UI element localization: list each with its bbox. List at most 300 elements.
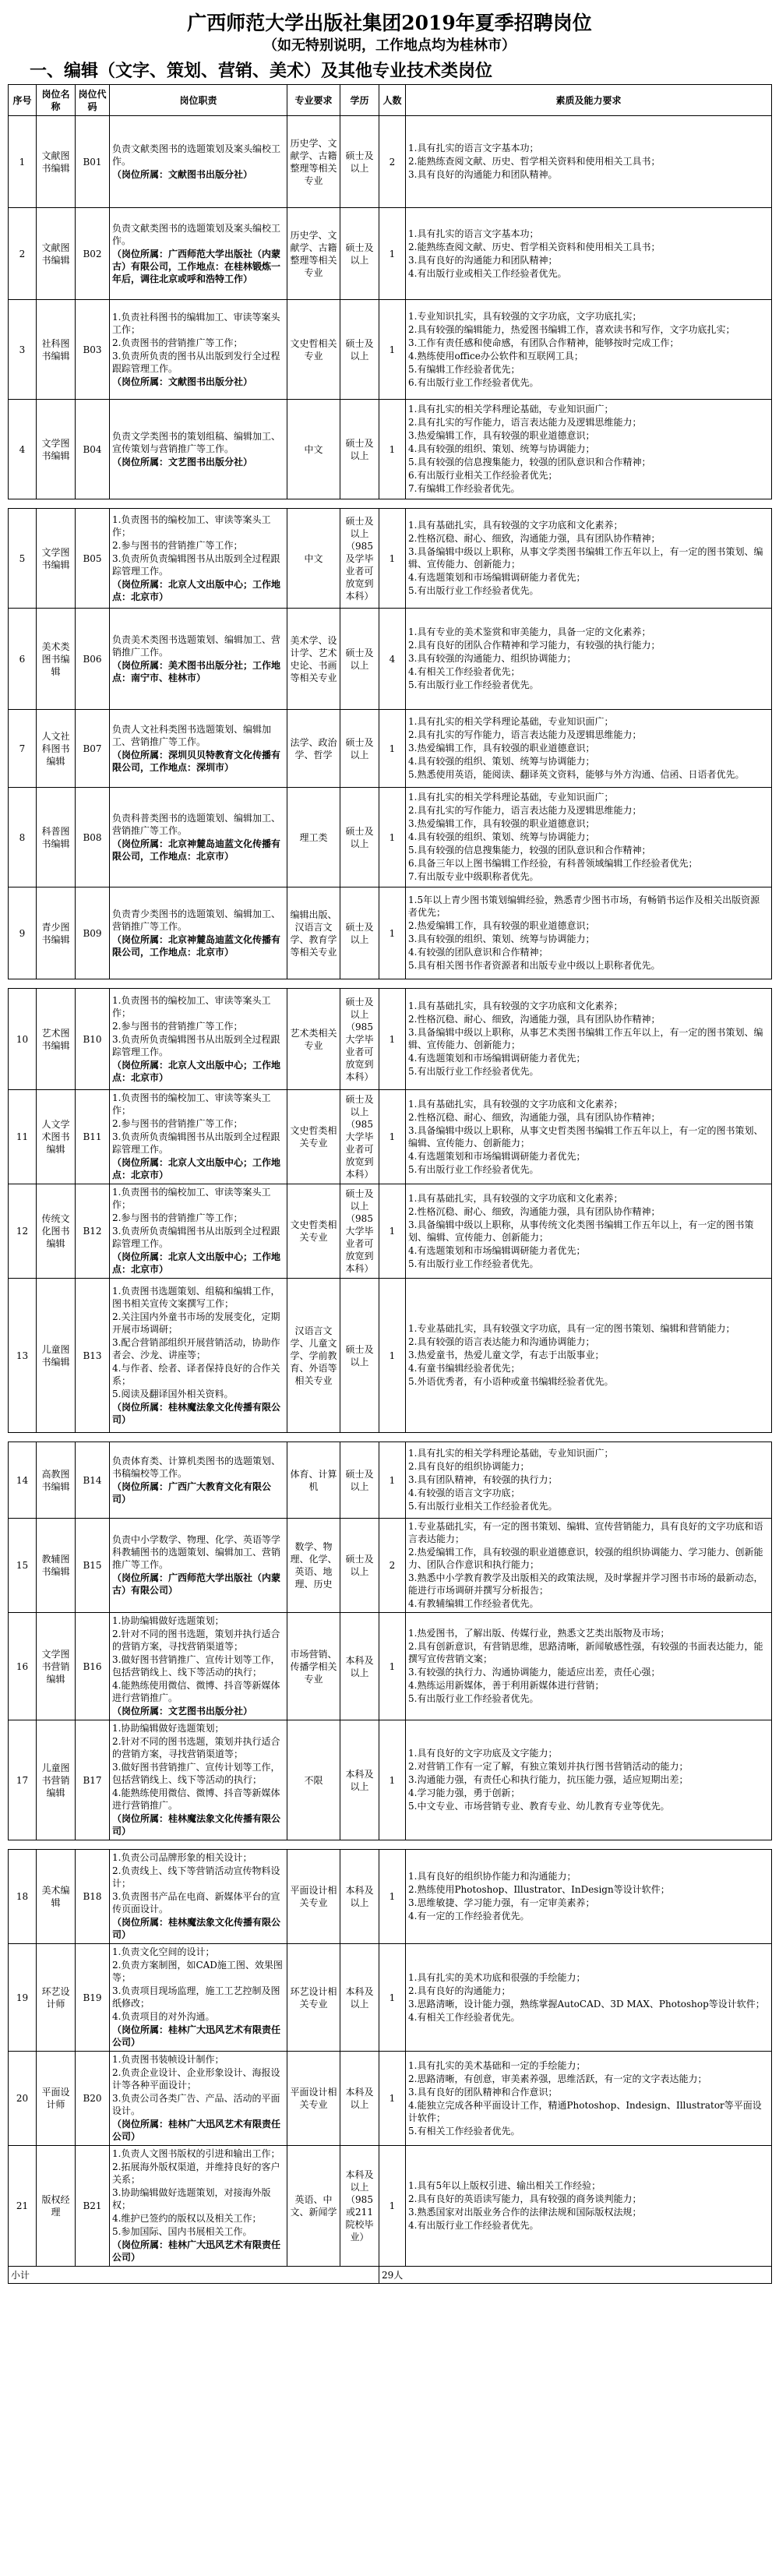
major-requirement: 法学、政治学、哲学 <box>287 710 340 788</box>
duty-line: 3.配合营销部组织开展营销活动，协助作者会、沙龙、讲座等； <box>112 1336 280 1360</box>
duty-line: 3.负责所负责编辑图书从出版到全过程跟踪管理工作。 <box>112 1131 280 1155</box>
education-requirement: 硕士及以上（985大学毕业者可放宽到本科） <box>340 1184 379 1279</box>
requirement-line: 2.性格沉稳、耐心、细致，沟通能力强，具有团队协作精神； <box>408 1205 661 1217</box>
position-duties <box>110 208 287 300</box>
row-number: 7 <box>9 710 37 788</box>
major-requirement: 艺术类相关专业 <box>287 989 340 1090</box>
requirement-line: 1.具有扎实的相关学科理论基础，专业知识面广； <box>408 404 614 415</box>
ability-requirements <box>406 1944 772 2052</box>
section-heading: 一、编辑（文字、策划、营销、美术）及其他专业技术类岗位 <box>30 61 493 81</box>
requirement-line: 3.具备编辑中级以上职称，从事文学类图书编辑工作五年以上，有一定的图书策划、编辑、宣传能力、创新能力； <box>408 546 763 570</box>
requirement-line: 3.热爱编辑工作，具有较强的职业道德意识； <box>408 818 595 829</box>
table-header-row <box>9 85 772 116</box>
education-requirement: 本科及以上 <box>340 1944 379 2052</box>
position-duties <box>110 1850 287 1944</box>
major-requirement: 数学、物理、化学、英语、地理、历史 <box>287 1519 340 1613</box>
position-code: B17 <box>76 1720 110 1840</box>
requirement-line: 3.工作有责任感和使命感，有团队合作精神，能够按时完成工作； <box>408 337 679 348</box>
duty-line: 2.参与图书的营销推广等工作； <box>112 1020 243 1032</box>
row-number: 17 <box>9 1720 37 1840</box>
duty-unit: （岗位所属：文艺图书出版分社） <box>112 456 253 468</box>
requirement-line: 1.具有专业的美术鉴赏和审美能力，具备一定的文化素养； <box>408 626 651 637</box>
major-requirement: 历史学、文献学、古籍整理等相关专业 <box>287 116 340 208</box>
requirement-line: 3.沟通能力强，有责任心和执行能力，抗压能力强，适应短期出差； <box>408 1774 689 1785</box>
row-number: 4 <box>9 400 37 499</box>
table-row <box>9 1279 772 1433</box>
education-requirement: 硕士及以上（985大学毕业者可放宽到本科） <box>340 989 379 1090</box>
requirement-line: 2.具有扎实的写作能力，语言表达能力及逻辑思维能力； <box>408 417 642 428</box>
position-code: B09 <box>76 887 110 979</box>
position-code: B01 <box>76 116 110 208</box>
requirement-line: 1.具有基础扎实，具有较强的文字功底和文化素养； <box>408 1000 623 1011</box>
ability-requirements <box>406 1090 772 1184</box>
duty-line: 3.负责图书产品在电商、新媒体平台的宣传页面设计。 <box>112 1891 280 1914</box>
headcount: 1 <box>379 208 406 300</box>
duty-line: 2.针对不同的图书选题，策划并执行适合的营销方案，寻找营销渠道等； <box>112 1629 280 1652</box>
major-requirement: 体育、计算机 <box>287 1442 340 1519</box>
requirement-line: 1.专业知识扎实，具有较强的文字功底，文字功底扎实； <box>408 310 642 322</box>
education-requirement: 本科及以上 <box>340 1720 379 1840</box>
ability-requirements <box>406 509 772 609</box>
requirement-line: 7.有出版专业中级职称者优先。 <box>408 871 539 882</box>
table-row <box>9 116 772 208</box>
requirement-line: 4.有选题策划和市场编辑调研能力者优先； <box>408 1053 586 1064</box>
header-major: 专业要求 <box>287 85 340 116</box>
table-row <box>9 509 772 609</box>
duty-line: 4.与作者、绘者、译者保持良好的合作关系； <box>112 1362 280 1386</box>
ability-requirements <box>406 609 772 710</box>
requirement-line: 1.具有5年以上版权引进、输出相关工作经验； <box>408 2180 601 2191</box>
position-name: 儿童图书营销编辑 <box>37 1720 76 1840</box>
requirement-line: 2.能熟练查阅文献、历史、哲学相关资料和使用相关工具书； <box>408 241 661 252</box>
requirement-line: 4.有出版行业或相关工作经验者优先。 <box>408 267 567 279</box>
position-code: B04 <box>76 400 110 499</box>
row-number: 1 <box>9 116 37 208</box>
major-requirement: 环艺设计相关专业 <box>287 1944 340 2052</box>
requirement-line: 4.具有较强的组织、策划、统筹与协调能力； <box>408 756 595 767</box>
requirement-line: 3.有较强的执行力、沟通协调能力，能适应出差，责任心强； <box>408 1667 661 1678</box>
requirement-line: 3.具备编辑中级以上职称，从事文史哲类图书编辑工作五年以上，有一定的图书策划、编辑、宣传能力、创新能力； <box>408 1124 763 1149</box>
row-number: 14 <box>9 1442 37 1519</box>
requirement-line: 5.有出版行业工作经验者优先。 <box>408 585 539 596</box>
position-name: 青少图书编辑 <box>37 887 76 979</box>
position-name: 文学图书编辑 <box>37 400 76 499</box>
requirement-line: 1.专业基础扎实，有一定的图书策划、编辑、宣传营销能力，具有良好的文字功底和语言表达能力； <box>408 1521 763 1544</box>
headcount: 1 <box>379 509 406 609</box>
duty-line: 4.负责项目的对外沟通。 <box>112 2011 215 2022</box>
position-duties <box>110 1720 287 1840</box>
requirement-line: 5.中文专业、市场营销专业、教育专业、幼儿教育专业等优先。 <box>408 1801 670 1812</box>
major-requirement: 编辑出版、汉语言文学、教育学等相关专业 <box>287 887 340 979</box>
duty-unit: （岗位所属：北京人文出版中心；工作地点：北京市） <box>112 1157 281 1180</box>
row-number: 9 <box>9 887 37 979</box>
duty-line: 负责中小学数学、物理、化学、英语等学科教辅图书的选题策划、编辑加工、营销推广等工作。 <box>112 1534 281 1570</box>
row-number: 12 <box>9 1184 37 1279</box>
requirement-line: 3.思维敏捷、学习能力强，有一定审美素养； <box>408 1897 595 1908</box>
requirement-line: 1.具有扎实的美术功底和很强的手绘能力； <box>408 1971 586 1983</box>
education-requirement: 硕士及以上 <box>340 609 379 710</box>
education-requirement: 本科及以上 <box>340 1613 379 1720</box>
ability-requirements <box>406 2146 772 2267</box>
major-requirement: 平面设计相关专业 <box>287 2052 340 2146</box>
education-requirement: 硕士及以上 <box>340 1519 379 1613</box>
education-requirement: 硕士及以上（985及学毕业者可放宽到本科） <box>340 509 379 609</box>
position-duties <box>110 1944 287 2052</box>
duty-unit: （岗位所属：桂林魔法象文化传播有限公司） <box>112 1917 281 1940</box>
headcount: 2 <box>379 116 406 208</box>
duty-line: 2.拓展海外版权渠道，并维持良好的客户关系； <box>112 2161 280 2185</box>
requirement-line: 4.熟练运用新媒体，善于利用新媒体进行营销； <box>408 1680 605 1691</box>
education-requirement: 硕士及以上 <box>340 1279 379 1433</box>
duty-line: 1.负责图书的编校加工、审读等案头工作； <box>112 513 271 538</box>
position-duties <box>110 1184 287 1279</box>
row-number: 16 <box>9 1613 37 1720</box>
ability-requirements <box>406 208 772 300</box>
requirement-line: 2.对营销工作有一定了解，有独立策划并执行图书营销活动的能力； <box>408 1761 689 1772</box>
row-number: 5 <box>9 509 37 609</box>
requirement-line: 2.具有扎实的写作能力，语言表达能力及逻辑思维能力； <box>408 805 642 816</box>
requirement-line: 3.具有较强的沟通能力、组织协调能力； <box>408 653 576 664</box>
position-code: B02 <box>76 208 110 300</box>
position-duties <box>110 1613 287 1720</box>
duty-line: 2.负责企业设计、企业形象设计、海报设计等各种平面设计； <box>112 2067 280 2091</box>
duty-line: 1.负责人文图书版权的引进和输出工作； <box>112 2148 280 2159</box>
duty-line: 1.负责文化空间的设计； <box>112 1946 215 1957</box>
position-name: 儿童图书编辑 <box>37 1279 76 1433</box>
duty-line: 1.负责公司品牌形象的相关设计； <box>112 1852 252 1863</box>
requirement-line: 2.具有较强的语言表达能力和沟通协调能力； <box>408 1336 595 1347</box>
duty-line: 2.负责方案制图，如CAD施工图、效果图等； <box>112 1960 283 1983</box>
duty-unit: （岗位所属：桂林魔法象文化传播有限公司） <box>112 1401 281 1425</box>
requirement-line: 2.思路清晰，有创意，审美素养强，思维活跃，有一定的文字表达能力； <box>408 2073 707 2084</box>
duty-line: 3.协助编辑做好选题策划，对接海外版权； <box>112 2187 271 2211</box>
duty-unit: （岗位所属：广西师范大学出版社（内蒙古）有限公司，工作地点：在桂林锻炼一年后，调往北京或呼和浩特工作） <box>112 248 281 284</box>
major-requirement: 理工类 <box>287 788 340 887</box>
major-requirement: 不限 <box>287 1720 340 1840</box>
major-requirement: 中文 <box>287 400 340 499</box>
duty-line: 负责文学类图书的策划组稿、编辑加工、宣传策划与营销推广等工作。 <box>112 430 281 454</box>
position-name: 文献图书编辑 <box>37 208 76 300</box>
duty-line: 负责文献类图书的选题策划及案头编校工作。 <box>112 143 281 167</box>
table-row <box>9 1944 772 2052</box>
ability-requirements <box>406 2052 772 2146</box>
position-name: 美术编辑 <box>37 1850 76 1944</box>
table-row <box>9 208 772 300</box>
requirement-line: 1.具有扎实的相关学科理论基础，专业知识面广； <box>408 716 614 727</box>
duty-line: 负责美术类图书选题策划、编辑加工、营销推广工作。 <box>112 633 281 658</box>
requirement-line: 5.有出版行业工作经验者优先。 <box>408 1066 539 1077</box>
ability-requirements <box>406 710 772 788</box>
requirement-line: 4.有出版行业工作经验者优先。 <box>408 2220 539 2231</box>
requirement-line: 3.具有较强的组织、策划、统筹与协调能力； <box>408 933 595 944</box>
major-requirement: 文史哲类相关专业 <box>287 1090 340 1184</box>
page-subtitle: （如无特别说明，工作地点均为桂林市） <box>263 37 516 54</box>
duty-line: 2.针对不同的图书选题，策划并执行适合的营销方案，寻找营销渠道等； <box>112 1736 280 1759</box>
duty-line: 5.阅读及翻译国外相关资料。 <box>112 1388 234 1399</box>
headcount: 1 <box>379 1279 406 1433</box>
education-requirement: 本科及以上 <box>340 1850 379 1944</box>
duty-line: 2.负责图书的营销推广等工作； <box>112 337 243 348</box>
position-duties <box>110 989 287 1090</box>
position-name: 传统文化图书编辑 <box>37 1184 76 1279</box>
table-row <box>9 609 772 710</box>
position-code: B19 <box>76 1944 110 2052</box>
table-row <box>9 1184 772 1279</box>
duty-unit: （岗位所属：文献图书出版分社） <box>112 168 253 180</box>
requirement-line: 4.有童书编辑经验者优先； <box>408 1363 520 1374</box>
position-code: B11 <box>76 1090 110 1184</box>
position-name: 文学图书编辑 <box>37 509 76 609</box>
header-name: 岗位名称 <box>37 85 76 116</box>
duty-line: 5.参加国际、国内书展相关工作。 <box>112 2226 252 2237</box>
position-duties <box>110 300 287 400</box>
education-requirement: 硕士及以上 <box>340 1442 379 1519</box>
requirement-line: 3.具有团队精神，有较强的执行力； <box>408 1474 558 1485</box>
requirement-line: 5.具有相关图书作者资源者和出版专业中级以上职称者优先。 <box>408 960 661 971</box>
requirement-line: 5.有出版行业相关工作经验者优先。 <box>408 1501 558 1512</box>
duty-line: 1.负责社科图书的编辑加工、审读等案头工作； <box>112 311 280 335</box>
headcount: 1 <box>379 1442 406 1519</box>
duty-line: 负责青少类图书的选题策划、编辑加工、营销推广等工作。 <box>112 908 281 932</box>
requirement-line: 5.具有较强的信息搜集能力，较强的团队意识和合作精神； <box>408 457 651 468</box>
requirement-line: 4.有选题策划和市场编辑调研能力者优先； <box>408 572 586 583</box>
row-number: 19 <box>9 1944 37 2052</box>
duty-unit: （岗位所属：广西师范大学出版社（内蒙古）有限公司） <box>112 1572 281 1596</box>
major-requirement: 美术学、设计学、艺术史论、书画等相关专业 <box>287 609 340 710</box>
requirement-line: 4.有教辅编辑工作经验者优先。 <box>408 1598 539 1609</box>
position-name: 文学图书营销编辑 <box>37 1613 76 1720</box>
position-name: 文献图书编辑 <box>37 116 76 208</box>
ability-requirements <box>406 788 772 887</box>
job-table <box>8 84 772 2284</box>
requirement-line: 4.有相关工作经验者优先； <box>408 666 520 677</box>
position-duties <box>110 710 287 788</box>
requirement-line: 2.热爱编辑工作，具有较强的职业道德意识； <box>408 920 595 931</box>
position-name: 环艺设计师 <box>37 1944 76 2052</box>
row-number: 8 <box>9 788 37 887</box>
duty-line: 4.维护已签约的版权以及相关工作； <box>112 2213 262 2224</box>
row-number: 10 <box>9 989 37 1090</box>
requirement-line: 2.熟练使用Photoshop、Illustrator、InDesign等设计软件； <box>408 1884 670 1895</box>
position-code: B10 <box>76 989 110 1090</box>
major-requirement: 市场营销、传播学相关专业 <box>287 1613 340 1720</box>
row-separator <box>9 499 772 509</box>
requirement-line: 4.能独立完成各种平面设计工作，精通Photoshop、Indesign、Illustrator等平面设计软件； <box>408 2099 762 2123</box>
duty-unit: （岗位所属：北京人文出版中心；工作地点：北京市） <box>112 1059 281 1083</box>
requirement-line: 6.有出版行业工作经验者优先。 <box>408 376 539 388</box>
duty-unit: （岗位所属：桂林广大迅风艺术有限责任公司） <box>112 2119 281 2142</box>
headcount: 4 <box>379 609 406 710</box>
major-requirement: 英语、中文、新闻学 <box>287 2146 340 2267</box>
duty-unit: （岗位所属：北京人文出版中心；工作地点：北京市） <box>112 1251 281 1275</box>
headcount: 1 <box>379 887 406 979</box>
headcount: 1 <box>379 989 406 1090</box>
requirement-line: 4.熟练使用office办公软件和互联网工具； <box>408 350 583 362</box>
table-row <box>9 710 772 788</box>
duty-line: 1.协助编辑做好选题策划； <box>112 1723 224 1734</box>
position-name: 高教图书编辑 <box>37 1442 76 1519</box>
duty-line: 3.做好图书营销推广、宣传计划等工作，包括营销线上、线下等活动的执行； <box>112 1654 280 1678</box>
headcount: 1 <box>379 300 406 400</box>
table-row <box>9 887 772 979</box>
headcount: 1 <box>379 1720 406 1840</box>
position-name: 科普图书编辑 <box>37 788 76 887</box>
position-duties <box>110 887 287 979</box>
ability-requirements <box>406 116 772 208</box>
table-row <box>9 1442 772 1519</box>
duty-line: 1.负责图书的编校加工、审读等案头工作； <box>112 1092 271 1116</box>
duty-unit: （岗位所属：桂林广大迅风艺术有限责任公司） <box>112 2024 281 2048</box>
duty-line: 负责体育类、计算机类图书的选题策划、书稿编校等工作。 <box>112 1455 281 1479</box>
table-body <box>9 116 772 2267</box>
requirement-line: 1.具有扎实的相关学科理论基础，专业知识面广； <box>408 792 614 803</box>
row-number: 11 <box>9 1090 37 1184</box>
position-name: 平面设计师 <box>37 2052 76 2146</box>
requirement-line: 5.有出版行业工作经验者优先。 <box>408 1163 539 1175</box>
subtotal-label: 小计 <box>9 2267 379 2284</box>
requirement-line: 1.具有扎实的语言文字基本功； <box>408 228 539 239</box>
requirement-line: 4.有较强的团队意识和合作精神； <box>408 947 548 958</box>
requirement-line: 5.具有较强的信息搜集能力，较强的团队意识和合作精神； <box>408 845 651 856</box>
table-row <box>9 989 772 1090</box>
requirement-line: 4.有选题策划和市场编辑调研能力者优先； <box>408 1244 586 1256</box>
position-code: B21 <box>76 2146 110 2267</box>
duty-unit: （岗位所属：美术图书出版分社；工作地点：南宁市、桂林市） <box>112 659 281 683</box>
duty-line: 2.参与图书的营销推广等工作； <box>112 1212 243 1223</box>
requirement-line: 4.学习能力强，勇于创新； <box>408 1787 520 1798</box>
duty-unit: （岗位所属：文献图书出版分社） <box>112 376 253 387</box>
row-number: 3 <box>9 300 37 400</box>
ability-requirements <box>406 1442 772 1519</box>
ability-requirements <box>406 989 772 1090</box>
duty-line: 2.参与图书的营销推广等工作； <box>112 1118 243 1129</box>
position-name: 社科图书编辑 <box>37 300 76 400</box>
requirement-line: 2.具有较强的编辑能力，热爱图书编辑工作，喜欢读书和写作，文字功底扎实； <box>408 323 735 335</box>
duty-line: 3.负责公司各类广告、产品、活动的平面设计。 <box>112 2093 280 2116</box>
requirement-line: 2.性格沉稳、耐心、细致，沟通能力强，具有团队协作精神； <box>408 1014 661 1025</box>
duty-line: 2.负责线上、线下等营销活动宣传物料设计； <box>112 1865 280 1889</box>
subtotal-value: 29人 <box>379 2267 772 2284</box>
duty-line: 1.负责图书的编校加工、审读等案头工作； <box>112 1187 271 1210</box>
duty-line: 1.负责图书选题策划、组稿和编辑工作，图书相关宣传文案撰写工作； <box>112 1285 280 1309</box>
row-number: 6 <box>9 609 37 710</box>
requirement-line: 1.具有基础扎实，具有较强的文字功底和文化素养； <box>408 1098 623 1110</box>
ability-requirements <box>406 1613 772 1720</box>
position-duties <box>110 788 287 887</box>
row-number: 2 <box>9 208 37 300</box>
headcount: 1 <box>379 2146 406 2267</box>
row-number: 21 <box>9 2146 37 2267</box>
position-code: B20 <box>76 2052 110 2146</box>
ability-requirements <box>406 300 772 400</box>
table-row <box>9 1519 772 1613</box>
requirement-line: 3.热爱童书，热爱儿童文学，有志于出版事业； <box>408 1350 605 1360</box>
education-requirement: 硕士及以上 <box>340 300 379 400</box>
duty-line: 2.参与图书的营销推广等工作； <box>112 539 243 551</box>
requirement-line: 2.性格沉稳、耐心、细致，沟通能力强，具有团队协作精神； <box>408 533 661 544</box>
requirement-line: 5.外语优秀者，有小语种或童书编辑经验者优先。 <box>408 1376 614 1387</box>
requirement-line: 6.具备三年以上图书编辑工作经验，有科普领域编辑工作经验者优先； <box>408 858 698 869</box>
major-requirement: 历史学、文献学、古籍整理等相关专业 <box>287 208 340 300</box>
position-duties <box>110 609 287 710</box>
position-code: B14 <box>76 1442 110 1519</box>
major-requirement: 平面设计相关专业 <box>287 1850 340 1944</box>
separator-cell <box>9 499 772 509</box>
education-requirement: 硕士及以上 <box>340 208 379 300</box>
position-code: B06 <box>76 609 110 710</box>
row-number: 15 <box>9 1519 37 1613</box>
education-requirement: 硕士及以上 <box>340 710 379 788</box>
position-name: 人文学术图书编辑 <box>37 1090 76 1184</box>
ability-requirements <box>406 1184 772 1279</box>
requirement-line: 3.具有良好的沟通能力和团队精神； <box>408 254 558 266</box>
duty-unit: （岗位所属：桂林魔法象文化传播有限公司） <box>112 1813 281 1837</box>
headcount: 1 <box>379 1184 406 1279</box>
requirement-line: 3.具备编辑中级以上职称，从事传统文化类图书编辑工作五年以上，有一定的图书策划、编辑、宣传能力、创新能力； <box>408 1219 754 1243</box>
table-row <box>9 2146 772 2267</box>
ability-requirements <box>406 887 772 979</box>
position-code: B13 <box>76 1279 110 1433</box>
position-duties <box>110 509 287 609</box>
education-requirement: 硕士及以上（985大学毕业者可放宽到本科） <box>340 1090 379 1184</box>
position-code: B07 <box>76 710 110 788</box>
position-duties <box>110 116 287 208</box>
table-row <box>9 788 772 887</box>
position-code: B03 <box>76 300 110 400</box>
header-no: 序号 <box>9 85 37 116</box>
requirement-line: 2.性格沉稳、耐心、细致，沟通能力强，具有团队协作精神； <box>408 1111 661 1123</box>
requirement-line: 3.具有良好的沟通能力和团队精神。 <box>408 169 558 180</box>
requirement-line: 4.有相关工作经验者优先。 <box>408 2011 520 2023</box>
requirement-line: 7.有编辑工作经验者优先。 <box>408 483 520 494</box>
requirement-line: 5.有出版行业工作经验者优先。 <box>408 679 539 690</box>
headcount: 1 <box>379 1090 406 1184</box>
position-duties <box>110 1519 287 1613</box>
duty-line: 3.负责项目现场监理，施工工艺控制及图纸修改； <box>112 1985 280 2009</box>
requirement-line: 2.具有良好的团队合作精神和学习能力，有较强的执行能力； <box>408 640 661 651</box>
separator-cell <box>9 1433 772 1442</box>
requirement-line: 1.专业基础扎实，具有较强文字功底，具有一定的图书策划、编辑和营销能力； <box>408 1323 735 1334</box>
headcount: 1 <box>379 400 406 499</box>
requirement-line: 2.具有创新意识，有营销思维，思路清晰，新闻敏感性强，有较强的书面表达能力，能撰写宣传营销文案； <box>408 1641 763 1664</box>
requirement-line: 4.具有较强的组织、策划、统筹与协调能力； <box>408 443 595 454</box>
requirement-line: 2.能熟练查阅文献、历史、哲学相关资料和使用相关工具书； <box>408 156 661 167</box>
headcount: 2 <box>379 1519 406 1613</box>
position-duties <box>110 400 287 499</box>
duty-unit: （岗位所属：北京神麓岛迪蓝文化传播有限公司，工作地点：北京市） <box>112 933 281 958</box>
duty-unit: （岗位所属：深圳贝贝特教育文化传播有限公司，工作地点：深圳市） <box>112 749 281 773</box>
position-code: B08 <box>76 788 110 887</box>
table-row <box>9 400 772 499</box>
separator-cell <box>9 979 772 989</box>
duty-line: 3.负责所负责编辑图书从出版到全过程跟踪管理工作。 <box>112 1033 280 1057</box>
duty-line: 3.做好图书营销推广、宣传计划等工作，包括营销线上、线下等活动的执行； <box>112 1762 280 1785</box>
requirement-line: 2.热爱编辑工作，具有较强的职业道德意识，较强的组织协调能力、学习能力、创新能力、团队合作意识和执行能力； <box>408 1547 763 1570</box>
requirement-line: 1.热爱图书，了解出版、传媒行业，熟悉文艺类出版物及市场； <box>408 1628 670 1639</box>
requirement-line: 4.具有较强的组织、策划、统筹与协调能力； <box>408 831 595 842</box>
requirement-line: 5.有出版行业工作经验者优先。 <box>408 1693 539 1704</box>
ability-requirements <box>406 1279 772 1433</box>
position-code: B16 <box>76 1613 110 1720</box>
requirement-line: 1.具有基础扎实，具有较强的文字功底和文化素养； <box>408 520 623 531</box>
headcount: 1 <box>379 788 406 887</box>
row-separator <box>9 1840 772 1850</box>
row-separator <box>9 1433 772 1442</box>
education-requirement: 硕士及以上 <box>340 400 379 499</box>
requirement-line: 3.熟悉国家对出版业务合作的法律法规和国际版权法规； <box>408 2207 642 2218</box>
row-number: 20 <box>9 2052 37 2146</box>
position-duties <box>110 1279 287 1433</box>
